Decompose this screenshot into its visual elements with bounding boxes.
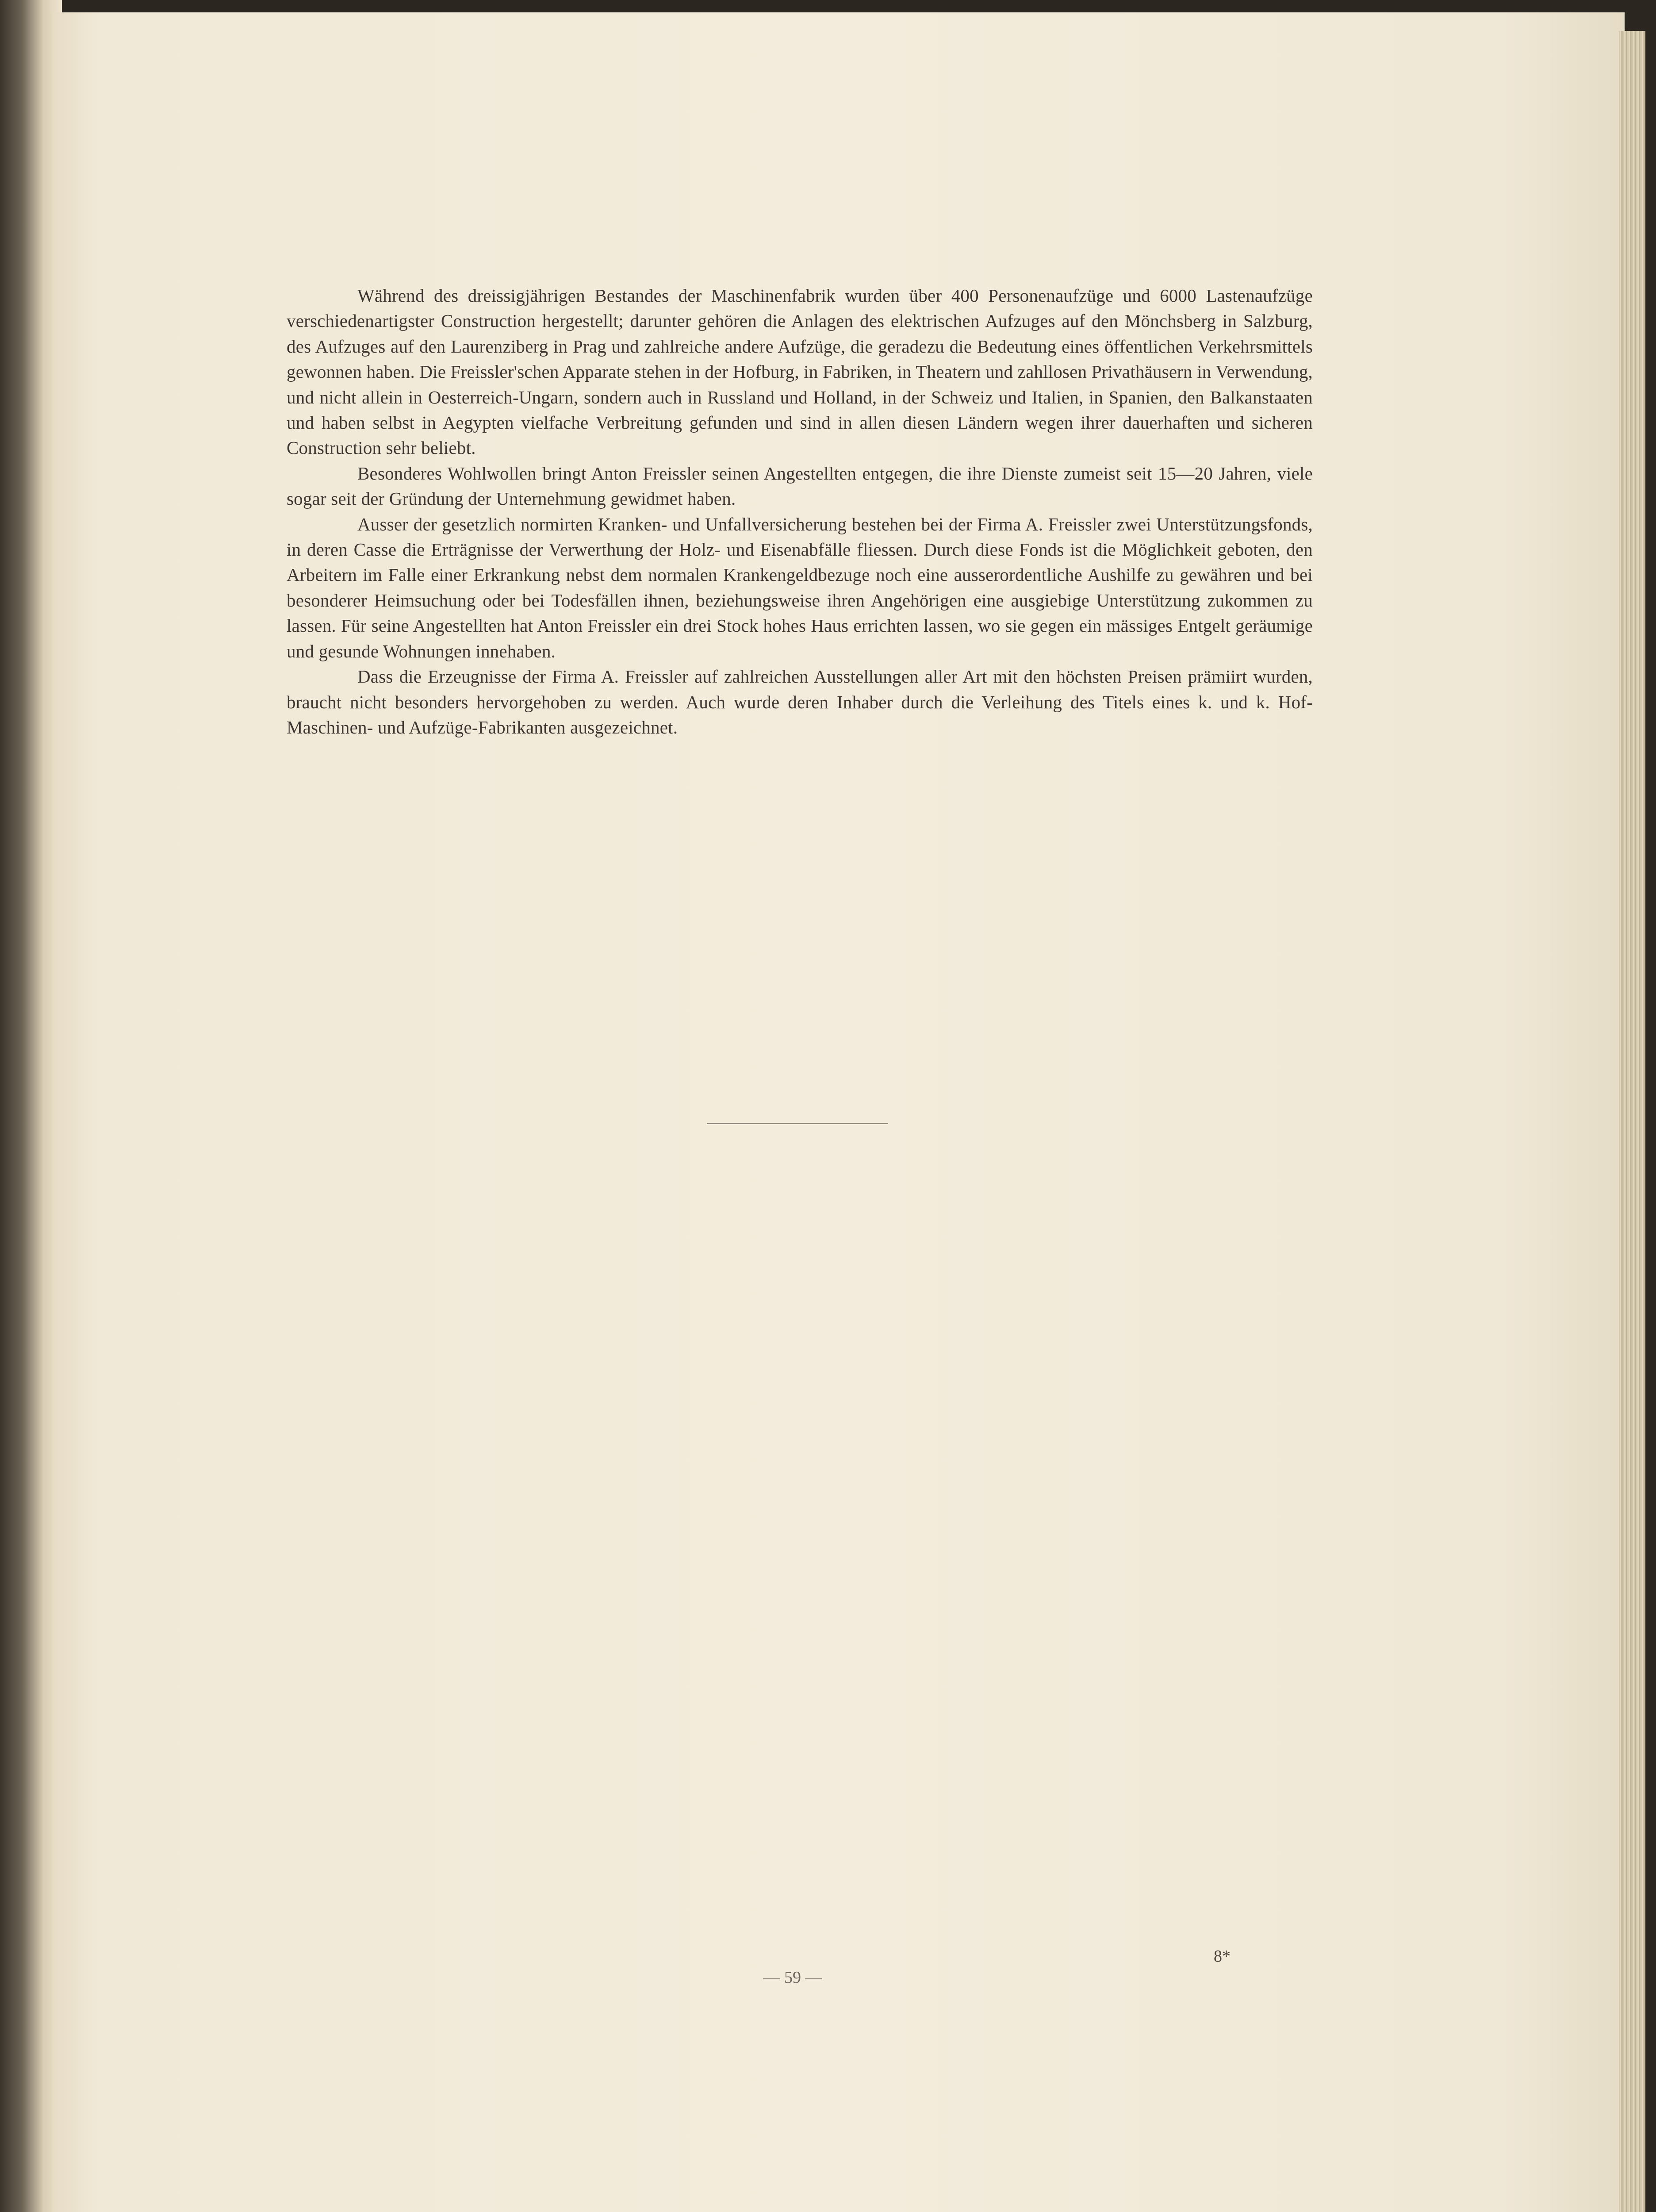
page-number: — 59 —: [763, 1968, 822, 1987]
body-text: [287, 283, 1313, 740]
paragraph-awards: Dass die Erzeugnisse der Firma A. Freissler auf zahlreichen Ausstellungen aller Art mit den höchsten Preisen prämiirt wurden, braucht nicht besonders hervorgehoben zu werden. Auch wurde deren Inhaber durch die Verleihung des Titels eines k. und k. Hof-Maschinen- und Aufzüge-Fabrikanten ausgezeichnet.: [287, 666, 1313, 737]
page-stack-edge: [1619, 31, 1645, 2212]
paragraph-support-funds: Ausser der gesetzlich normirten Kranken- und Unfallversicherung bestehen bei der Firma A. Freissler zwei Unterstützungsfonds, in deren Casse die Erträgnisse der Verwerthung der Holz- und Eisenabfälle fliessen. Durch diese Fonds ist die Möglichkeit geboten, den Arbeitern im Falle einer Erkrankung nebst dem normalen Krankengeldbezuge noch eine ausserordentliche Aushilfe zu gewähren und bei besonderer Heimsuchung oder bei Todesfällen ihnen, beziehungsweise ihren Angehörigen eine ausgiebige Unterstützung zukommen zu lassen. Für seine Angestellten hat Anton Freissler ein drei Stock hohes Haus errichten lassen, wo sie gegen ein mässiges Entgelt geräumige und gesunde Wohnungen innehaben.: [287, 514, 1313, 661]
paragraph-elevators: Während des dreissigjährigen Bestandes der Maschinenfabrik wurden über 400 Personenaufzüge und 6000 Lastenaufzüge verschiedenartigster Construction hergestellt; darunter gehören die Anlagen des elektrischen Aufzuges auf den Mönchsberg in Salzburg, des Aufzuges auf den Laurenziberg in Prag und zahlreiche andere Aufzüge, die geradezu die Bedeutung eines öffentlichen Verkehrsmittels gewonnen haben. Die Freissler'schen Apparate stehen in der Hofburg, in Fabriken, in Theatern und zahllosen Privathäusern in Verwendung, und nicht allein in Oesterreich-Ungarn, sondern auch in Russland und Holland, in der Schweiz und Italien, in Spanien, den Balkanstaaten und haben selbst in Aegypten vielfache Verbreitung gefunden und sind in allen diesen Ländern wegen ihrer dauerhaften und sicheren Construction sehr beliebt.: [287, 285, 1313, 458]
signature-mark: 8*: [1214, 1947, 1230, 1966]
paragraph-employees: Besonderes Wohlwollen bringt Anton Freissler seinen Angestellten entgegen, die ihre Dienste zumeist seit 15—20 Jahren, viele sogar seit der Gründung der Unternehmung gewidmet haben.: [287, 463, 1313, 509]
section-divider-rule: [707, 1123, 888, 1124]
